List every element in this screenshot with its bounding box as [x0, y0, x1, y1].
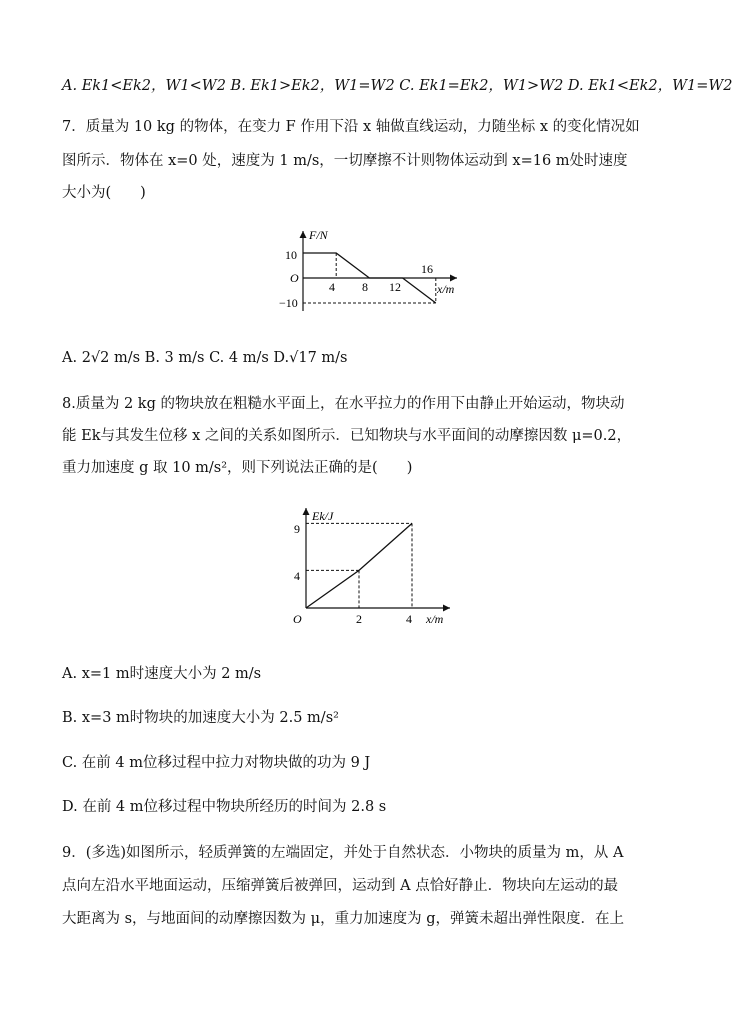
- ek-chart-ytick-4: 4: [294, 569, 300, 583]
- f-chart-origin: O: [290, 271, 299, 285]
- ek-chart-ytick-9: 9: [294, 522, 300, 536]
- q7-options: A. 2√2 m/s B. 3 m/s C. 4 m/s D.√17 m/s: [62, 350, 348, 366]
- q7-line-2: 图所示．物体在 x=0 处，速度为 1 m/s，一切摩擦不计则物体运动到 x=16 m处时速度: [62, 153, 628, 169]
- f-chart-ylabel: F/N: [309, 228, 328, 242]
- q8-option-b: B. x=3 m时物块的加速度大小为 2.5 m/s²: [62, 710, 339, 726]
- q8-option-d: D. 在前 4 m位移过程中物块所经历的时间为 2.8 s: [62, 799, 387, 815]
- q9-line-1: 9．(多选)如图所示，轻质弹簧的左端固定，并处于自然状态．小物块的质量为 m，从 A: [62, 845, 624, 861]
- q9-line-2: 点向左沿水平地面运动，压缩弹簧后被弹回，运动到 A 点恰好静止．物块向左运动的最: [62, 878, 619, 894]
- ek-chart-line: [306, 523, 412, 608]
- ek-chart-xlabel: x/m: [426, 612, 444, 626]
- f-chart-xlabel: x/m: [437, 282, 455, 296]
- q8-line-1: 8.质量为 2 kg 的物块放在粗糙水平面上，在水平拉力的作用下由静止开始运动，物块动: [62, 396, 625, 412]
- q6-options: A. Ek1<Ek2，W1<W2 B. Ek1>Ek2，W1=W2 C. Ek1=Ek2，W1>W2 D. Ek1<Ek2，W1=W2: [62, 78, 733, 94]
- f-chart-ytick-neg10: −10: [279, 296, 298, 310]
- q7-line-3: 大小为( ): [62, 185, 146, 201]
- q8-line-3: 重力加速度 g 取 10 m/s²，则下列说法正确的是( ): [62, 460, 413, 476]
- ek-chart-origin: O: [293, 612, 302, 626]
- q8-line-2: 能 Ek与其发生位移 x 之间的关系如图所示．已知物块与水平面间的动摩擦因数 μ=0.2，: [62, 428, 632, 444]
- q7-line-1: 7．质量为 10 kg 的物体，在变力 F 作用下沿 x 轴做直线运动，力随坐标 x 的变化情况如: [62, 119, 640, 135]
- q8-option-c: C. 在前 4 m位移过程中拉力对物块做的功为 9 J: [62, 755, 371, 771]
- f-chart-xtick-4: 4: [329, 280, 335, 294]
- kinetic-energy-chart: [280, 502, 460, 632]
- q9-line-3: 大距离为 s，与地面间的动摩擦因数为 μ，重力加速度为 g，弹簧未超出弹性限度．在上: [62, 911, 624, 927]
- f-chart-xtick-12: 12: [389, 280, 401, 294]
- force-displacement-chart: [265, 225, 475, 315]
- f-chart-ytick-10: 10: [285, 248, 297, 262]
- f-chart-xtick-16: 16: [421, 262, 433, 276]
- ek-chart-ylabel: Ek/J: [312, 509, 334, 523]
- f-chart-xtick-8: 8: [362, 280, 368, 294]
- q8-option-a: A. x=1 m时速度大小为 2 m/s: [62, 666, 262, 682]
- ek-chart-xtick-2: 2: [356, 612, 362, 626]
- ek-chart-xtick-4: 4: [406, 612, 412, 626]
